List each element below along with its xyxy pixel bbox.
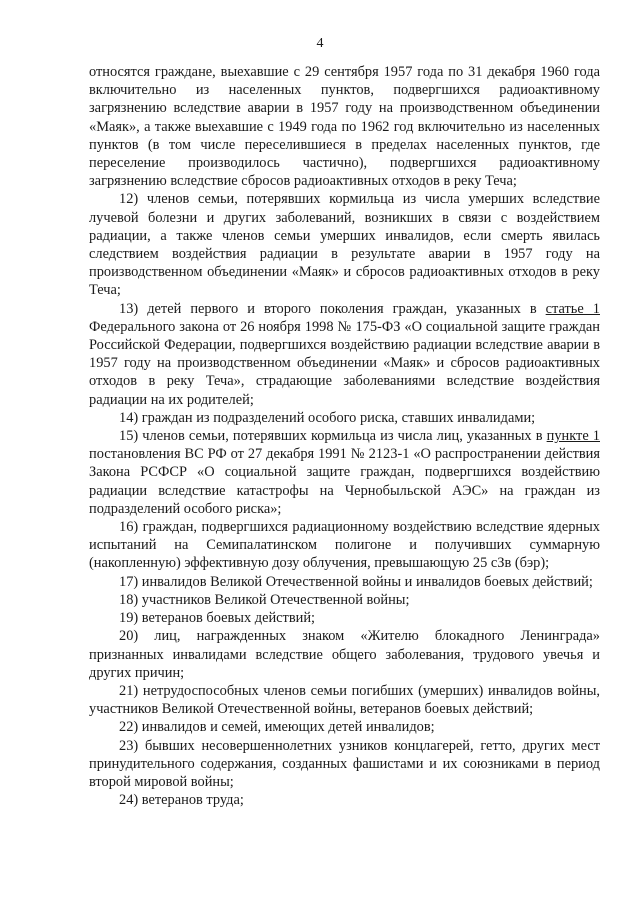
list-item-14: 14) граждан из подразделений особого риска, ставших инвалидами; bbox=[119, 409, 536, 426]
list-item-24: 24) ветеранов труда; bbox=[119, 792, 244, 809]
list-item-21: 21) нетрудоспособных членов семьи погибших (умерших) инвалидов войны, участников Великой Отечественной войны, ветеранов боевых действий; bbox=[89, 682, 600, 718]
list-item-text: 13) детей первого и второго поколения граждан, указанных в bbox=[119, 300, 546, 317]
list-item-text: 15) членов семьи, потерявших кормильца из числа лиц, указанных в bbox=[119, 428, 547, 445]
list-item-text: постановления ВС РФ от 27 декабря 1991 № 2123-1 «О распространении действия Закона РСФСР «О социальной защите граждан, подвергшихся воздействию радиации вследствие катастрофы на Чернобыльской АЭС» на граждан из подразделений особого риска»; bbox=[89, 446, 600, 517]
document-body bbox=[89, 63, 600, 809]
article-1-link[interactable]: статье 1 bbox=[545, 300, 600, 317]
list-item-12: 12) членов семьи, потерявших кормильца из числа умерших вследствие лучевой болезни и других заболеваний, возникших в связи с воздействием радиации, а также членов семьи умерших инвалидов, если смерть явилась следствием воздействия радиации в результате аварии в 1957 году на производственном объединении «Маяк» и сбросов радиоактивных отходов в реку Теча; bbox=[89, 191, 600, 299]
list-item-13 bbox=[89, 300, 600, 409]
list-item-23: 23) бывших несовершеннолетних узников концлагерей, гетто, других мест принудительного содержания, созданных фашистами и их союзниками в период второй мировой войны; bbox=[89, 737, 600, 790]
list-item-19: 19) ветеранов боевых действий; bbox=[119, 610, 316, 627]
list-item-15 bbox=[89, 427, 600, 518]
list-item-17: 17) инвалидов Великой Отечественной войны и инвалидов боевых действий; bbox=[119, 573, 593, 590]
clause-1-link[interactable]: пункте 1 bbox=[546, 428, 600, 445]
list-item-22: 22) инвалидов и семей, имеющих детей инвалидов; bbox=[119, 719, 435, 736]
page-number: 4 bbox=[316, 36, 324, 51]
list-item-text: Федерального закона от 26 ноября 1998 № 175-ФЗ «О социальной защите граждан Российской Федерации, подвергшихся воздействию радиации вследствие аварии в 1957 году на производственном объединении «Маяк» и сбросов радиоактивных отходов в реку Теча», страдающие заболеваниями вследствие воздействия радиации на их родителей; bbox=[89, 318, 600, 408]
paragraph-continuation: относятся граждане, выехавшие с 29 сентября 1957 года по 31 декабря 1960 года включительно из населенных пунктов, подвергшихся радиоактивному загрязнению вследствие аварии в 1957 году на производственном объединении «Маяк», а также выехавшие с 1949 года по 1962 год включительно из населенных пунктов (в том числе переселившиеся в пределах населенных пунктов, где переселение производилось частично), подвергшихся радиоактивному загрязнению вследствие сбросов радиоактивных отходов в реку Теча; bbox=[89, 64, 600, 190]
list-item-20: 20) лиц, награжденных знаком «Жителю блокадного Ленинграда» признанных инвалидами вследствие общего заболевания, трудового увечья и других причин; bbox=[89, 628, 600, 681]
list-item-16: 16) граждан, подвергшихся радиационному воздействию вследствие ядерных испытаний на Семипалатинском полигоне и получивших суммарную (накопленную) эффективную дозу облучения, превышающую 25 сЗв (бэр); bbox=[89, 519, 600, 572]
list-item-18: 18) участников Великой Отечественной войны; bbox=[119, 591, 410, 608]
